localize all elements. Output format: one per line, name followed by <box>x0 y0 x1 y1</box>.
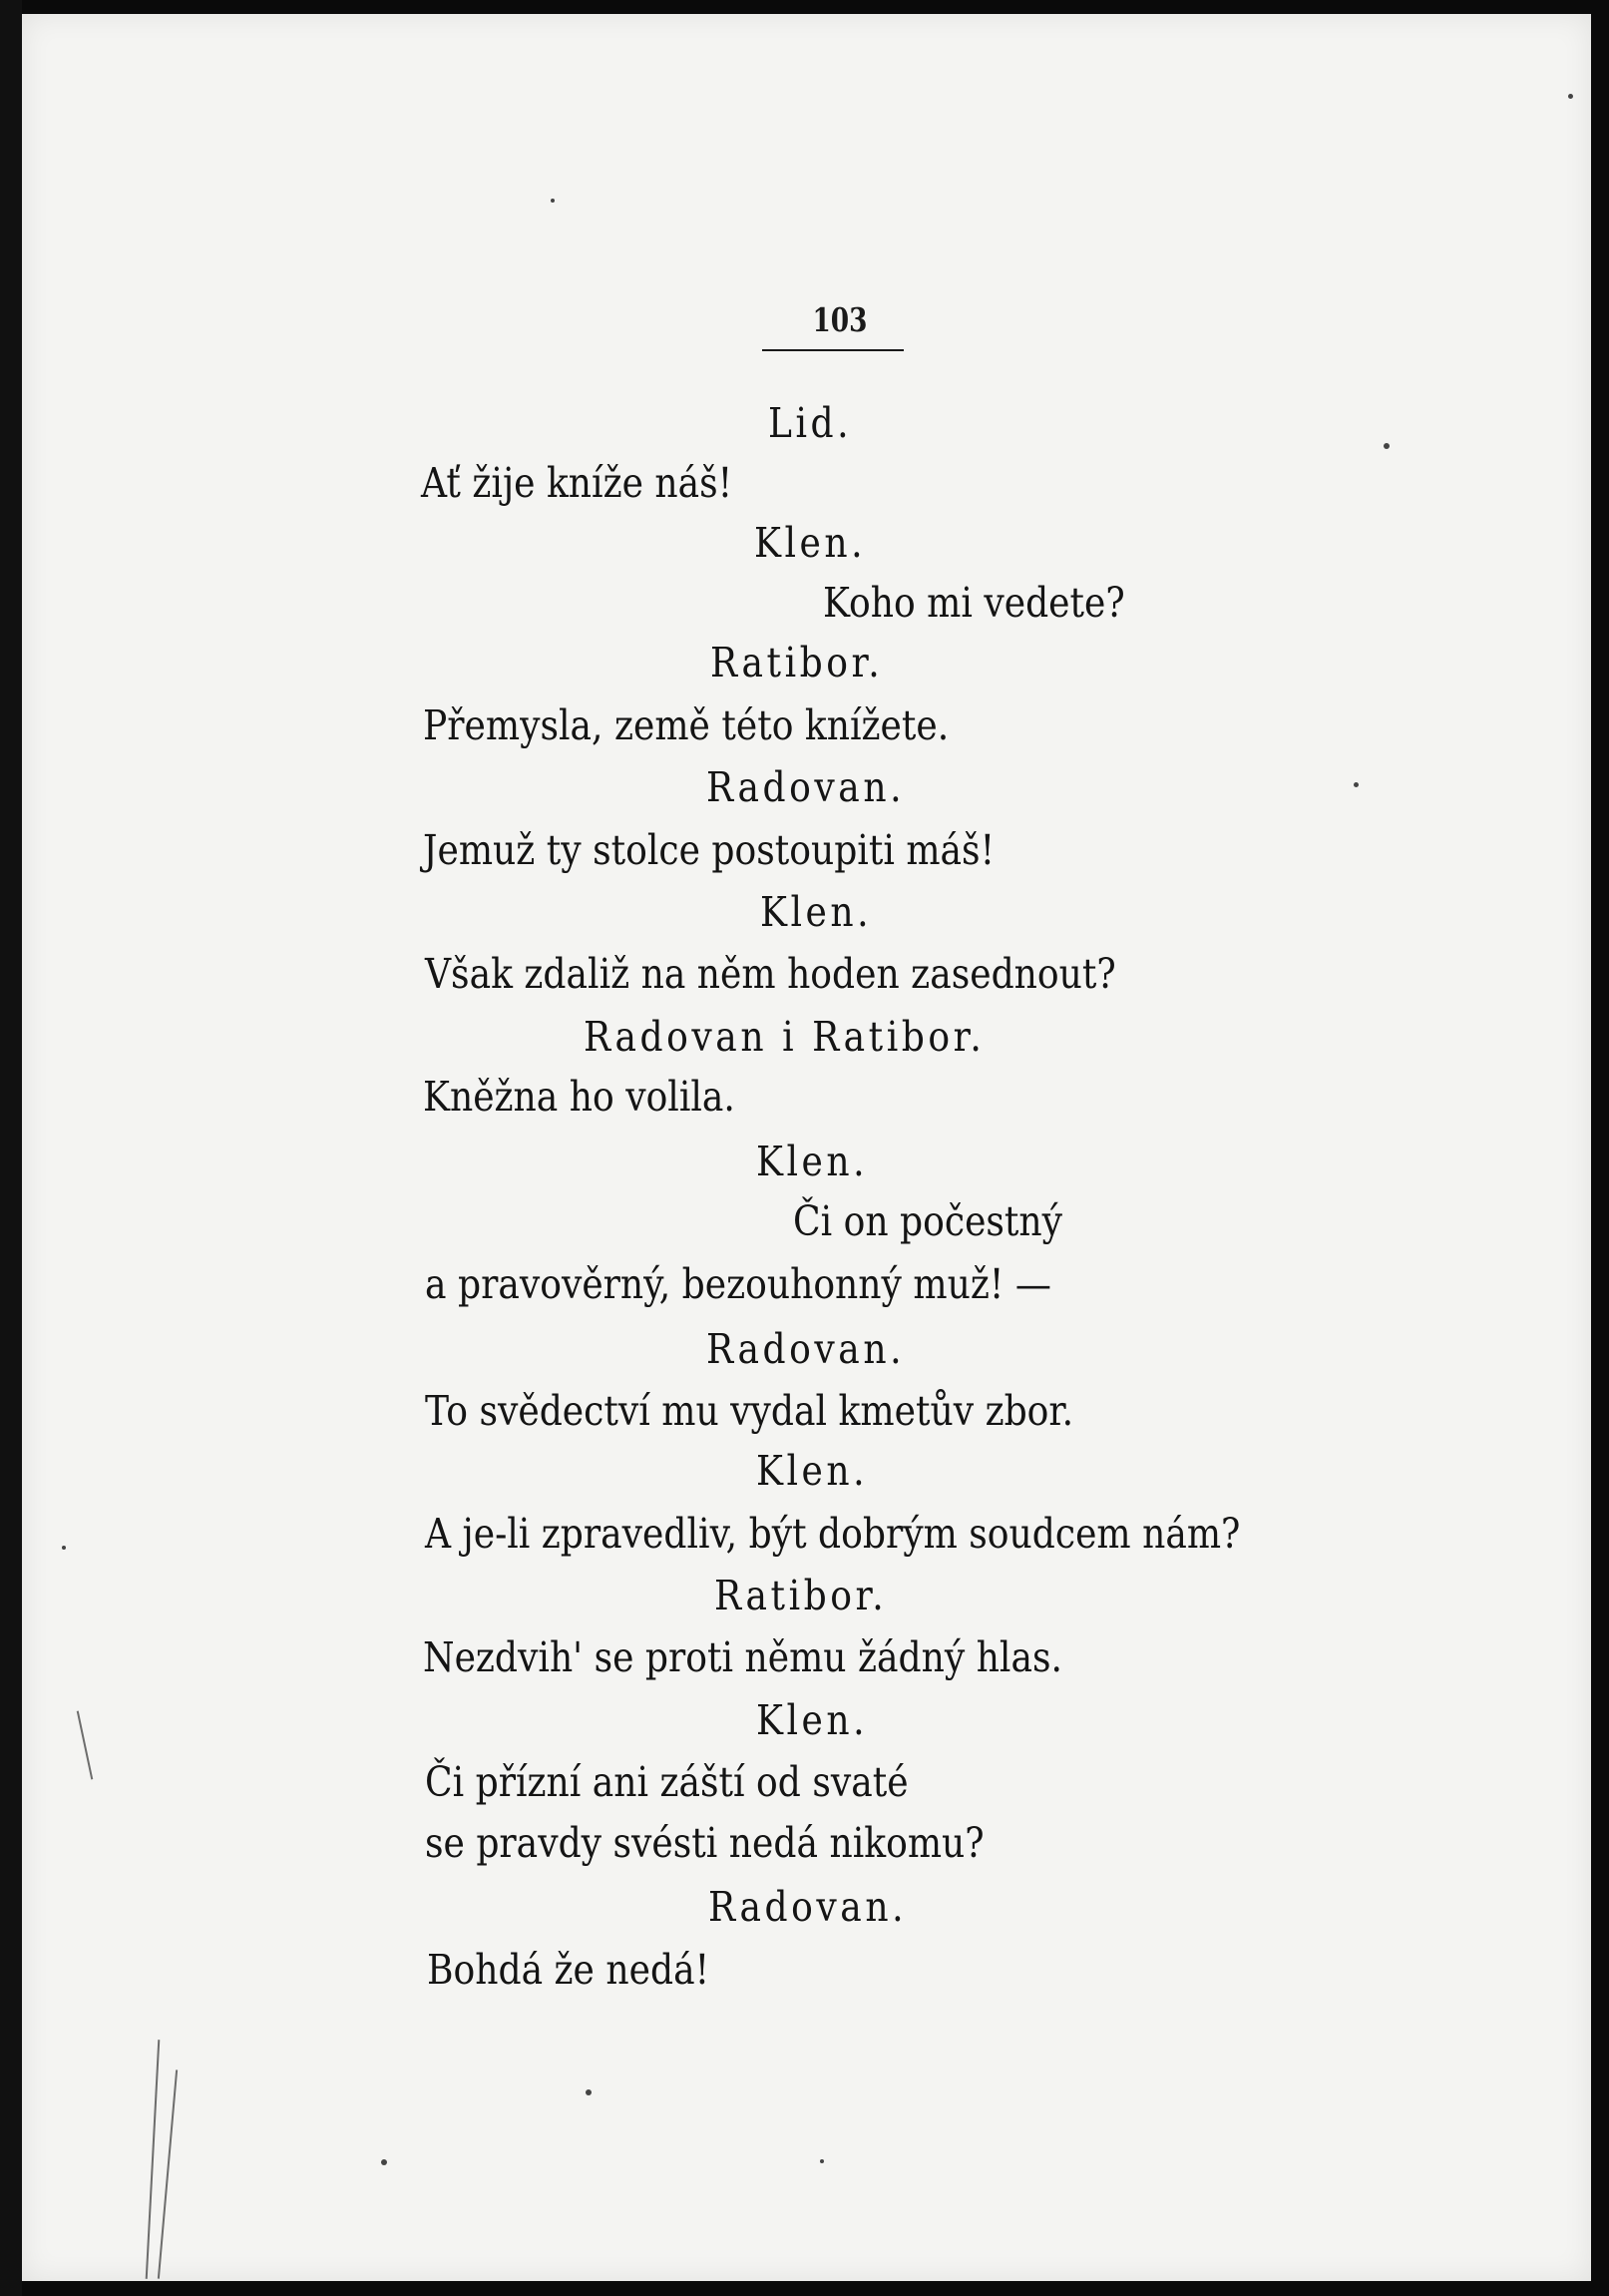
verse-line: To svědectví mu vydal kmetův zbor. <box>425 1387 1074 1435</box>
scan-scratch <box>158 2069 178 2278</box>
speaker-name: Radovan. <box>708 1883 908 1931</box>
speaker-name: Radovan. <box>706 763 906 811</box>
verse-line: Kněžna ho volila. <box>423 1073 735 1121</box>
speaker-name: Ratibor. <box>710 639 884 687</box>
verse-line: Či on počestný <box>793 1197 1063 1245</box>
verse-line: Však zdaliž na něm hoden zasednout? <box>425 950 1116 998</box>
speaker-name: Klen. <box>756 1447 869 1495</box>
verse-line: Bohdá že nedá! <box>427 1946 710 1994</box>
verse-line: Nezdvih' se proti němu žádný hlas. <box>423 1633 1062 1681</box>
scan-scratch <box>77 1711 94 1780</box>
page-number-rule <box>762 349 904 351</box>
dust-speck <box>62 1546 66 1550</box>
verse-line: Či přízní ani záští od svaté <box>425 1758 909 1806</box>
speaker-name: Klen. <box>760 888 873 936</box>
scan-scratch <box>146 2040 161 2279</box>
speaker-name: Klen. <box>754 519 867 567</box>
dust-speck <box>1354 782 1359 787</box>
verse-line: Koho mi vedete? <box>823 579 1125 627</box>
dust-speck <box>820 2159 824 2163</box>
speaker-name: Lid. <box>768 399 853 447</box>
speaker-name: Radovan. <box>706 1325 906 1373</box>
speaker-name: Klen. <box>756 1696 869 1744</box>
dust-speck <box>551 199 555 203</box>
verse-line: Ať žije kníže náš! <box>421 459 733 507</box>
page-number: 103 <box>812 300 868 339</box>
dust-speck <box>1384 443 1390 449</box>
speaker-name: Radovan i Ratibor. <box>584 1013 986 1061</box>
book-spine-shadow <box>0 0 22 2296</box>
speaker-name: Klen. <box>756 1138 869 1185</box>
verse-line: Přemysla, země této knížete. <box>423 701 950 749</box>
verse-line: a pravověrný, bezouhonný muž! — <box>425 1260 1051 1308</box>
verse-line: se pravdy svésti nedá nikomu? <box>425 1819 985 1867</box>
book-page <box>22 14 1591 2281</box>
dust-speck <box>381 2159 387 2165</box>
verse-line: Jemuž ty stolce postoupiti máš! <box>423 826 996 874</box>
speaker-name: Ratibor. <box>714 1572 888 1619</box>
dust-speck <box>1568 94 1573 99</box>
verse-line: A je-li zpravedliv, být dobrým soudcem nám? <box>425 1510 1241 1558</box>
dust-speck <box>586 2089 592 2095</box>
